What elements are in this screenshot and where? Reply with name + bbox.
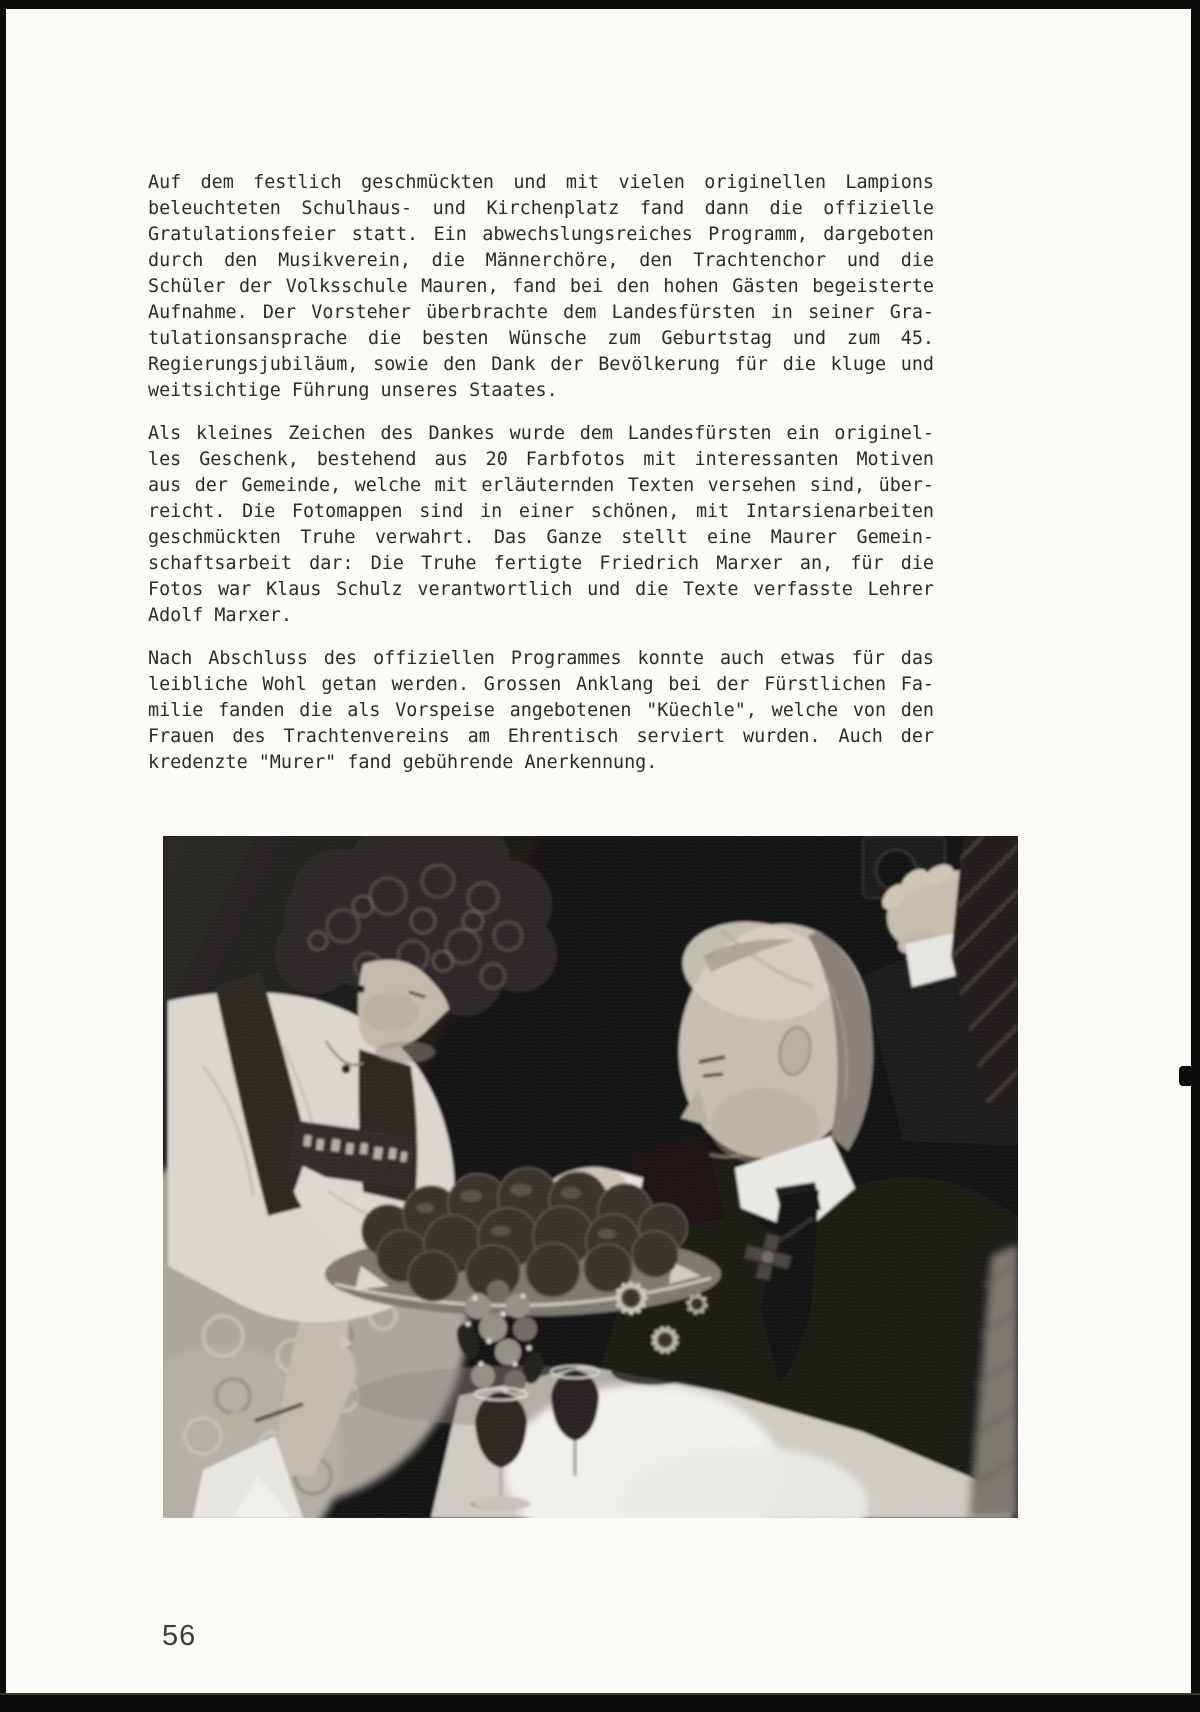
text-line: Gratulationsfeier statt. Ein abwechslungsreiches Programm, dargeboten xyxy=(148,224,934,245)
paragraph xyxy=(148,421,934,629)
photo-serving-kuechle xyxy=(163,836,1018,1518)
text-line: geschmückten Truhe verwahrt. Das Ganze stellt eine Maurer Gemein- xyxy=(148,527,934,548)
text-line: reicht. Die Fotomappen sind in einer schönen, mit Intarsienarbeiten xyxy=(148,501,934,522)
text-line: Fotos war Klaus Schulz verantwortlich und die Texte verfasste Lehrer xyxy=(148,579,934,600)
photo-illustration xyxy=(163,836,1018,1518)
scan-edge-left xyxy=(0,0,6,1712)
scan-edge-top xyxy=(0,0,1200,9)
scan-edge-right xyxy=(1191,0,1200,1712)
page-number: 56 xyxy=(162,1620,197,1652)
text-line: les Geschenk, bestehend aus 20 Farbfotos mit interessanten Motiven xyxy=(148,449,934,470)
text-line: durch den Musikverein, die Männerchöre, den Trachtenchor und die xyxy=(148,250,934,271)
text-line: schaftsarbeit dar: Die Truhe fertigte Friedrich Marxer an, für die xyxy=(148,553,934,574)
text-line: Regierungsjubiläum, sowie den Dank der Bevölkerung für die kluge und xyxy=(148,354,934,375)
scan-edge-bottom xyxy=(0,1693,1200,1712)
text-line: Schüler der Volksschule Mauren, fand bei den hohen Gästen begeisterte xyxy=(148,276,934,297)
scan-edge-mark xyxy=(1179,1066,1191,1086)
text-line: kredenzte "Murer" fand gebührende Anerkennung. xyxy=(148,752,658,773)
text-line: Als kleines Zeichen des Dankes wurde dem Landesfürsten ein originel- xyxy=(148,423,934,444)
text-line: Frauen des Trachtenvereins am Ehrentisch serviert wurden. Auch der xyxy=(148,726,934,747)
text-line: Nach Abschluss des offiziellen Programmes konnte auch etwas für das xyxy=(148,648,934,669)
text-line: leibliche Wohl getan werden. Grossen Anklang bei der Fürstlichen Fa- xyxy=(148,674,934,695)
text-line: Auf dem festlich geschmückten und mit vielen originellen Lampions xyxy=(148,172,934,193)
text-line: Adolf Marxer. xyxy=(148,605,292,626)
text-line: tulationsansprache die besten Wünsche zum Geburtstag und zum 45. xyxy=(148,328,934,349)
text-line: milie fanden die als Vorspeise angebotenen "Küechle", welche von den xyxy=(148,700,934,721)
body-text xyxy=(148,170,934,776)
text-line: weitsichtige Führung unseres Staates. xyxy=(148,380,558,401)
text-line: Aufnahme. Der Vorsteher überbrachte dem Landesfürsten in seiner Gra- xyxy=(148,302,934,323)
text-line: beleuchteten Schulhaus- und Kirchenplatz fand dann die offizielle xyxy=(148,198,934,219)
text-line: aus der Gemeinde, welche mit erläuternden Texten versehen sind, über- xyxy=(148,475,934,496)
paragraph xyxy=(148,170,934,404)
paragraph xyxy=(148,646,934,776)
